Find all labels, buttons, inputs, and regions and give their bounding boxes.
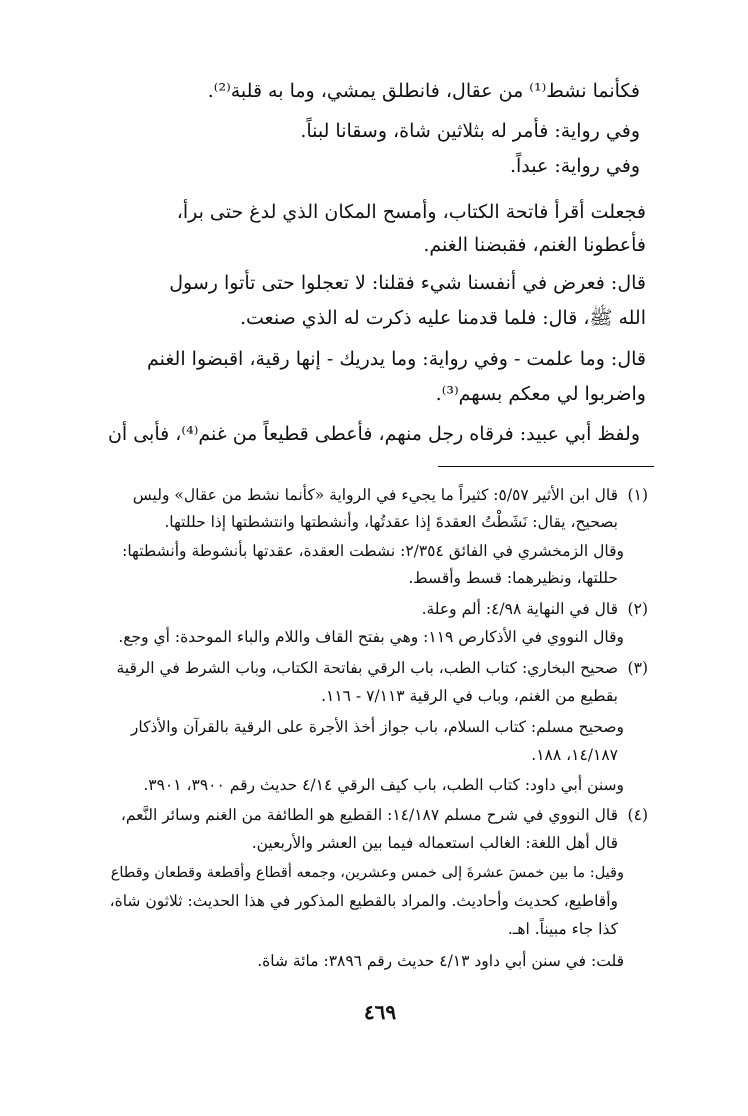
footnote-line: قال في النهاية ٤/٩٨: ألم وعلة. — [421, 600, 618, 618]
main-line: ولفظ أبي عبيد: فرقاه رجل منهم، فأعطى قطيعاً من غنم⁽⁴⁾، فأبى أن — [107, 423, 640, 445]
footnote-number: (٤) — [627, 806, 648, 824]
footnote-line: وصحيح مسلم: كتاب السلام، باب جواز أخذ الأجرة على الرقية بالقرآن والأذكار — [130, 718, 624, 736]
main-line: وفي رواية: عبداً. — [509, 155, 640, 177]
footnote-number: (١) — [627, 486, 648, 504]
footnote-line: بصحيح، يقال: نَشَطْتُ العقدةَ إذا عقدتُها، وأنشطتها وانتشطتها إذا حللتها. — [164, 513, 618, 531]
footnote-line: وقال النووي في الأذكارص ١١٩: وهي بفتح القاف واللام والباء الموحدة: أي وجع. — [118, 628, 624, 646]
footnote-line: بقطيع من الغنم، وباب في الرقية ٧/١١٣ - ١١٦. — [321, 687, 618, 705]
footnote-number: (٢) — [627, 600, 648, 618]
main-line: فكأنما نشط⁽¹⁾ من عقال، فانطلق يمشي، وما به قلبة⁽²⁾. — [207, 80, 640, 102]
main-line: الله ﷺ، قال: فلما قدمنا عليه ذكرت له الذي صنعت. — [239, 307, 646, 329]
footnote-line: وقيل: ما بين خمسَ عشرةَ إلى خمس وعشرين، وجمعه أقطاع وأقطعة وقطعان وقطاع — [110, 865, 624, 881]
footnote-line: قال النووي في شرح مسلم ١٤/١٨٧: القطيع هو الطائفة من الغنم وسائر النَّعم، — [120, 806, 618, 824]
footnote-line: قال أهل اللغة: الغالب استعماله فيما بين العشر والأربعين. — [251, 834, 618, 852]
footnote-line: حللتها، ونظيرهما: قسط وأقسط. — [408, 569, 618, 587]
footnote-line: قال ابن الأثير ٥/٥٧: كثيراً ما يجيء في الرواية «كأنما نشط من عقال» وليس — [132, 486, 618, 504]
footnote-line: كذا جاء مبيناً. اهـ. — [507, 920, 618, 938]
footnote-line: صحيح البخاري: كتاب الطب، باب الرقي بفاتحة الكتاب، وباب الشرط في الرقية — [116, 659, 618, 677]
footnote-separator — [438, 466, 654, 467]
footnote-line: وسنن أبي داود: كتاب الطب، باب كيف الرقي ٤/١٤ حديث رقم ٣٩٠٠، ٣٩٠١. — [143, 776, 624, 794]
footnote-line: قلت: في سنن أبي داود ٤/١٣ حديث رقم ٣٨٩٦: مائة شاة. — [257, 952, 624, 970]
footnote-line: وأقاطيع، كحديث وأحاديث. والمراد بالقطيع المذكور في هذا الحديث: ثلاثون شاة، — [109, 892, 618, 910]
main-line: فأعطونا الغنم، فقبضنا الغنم. — [423, 234, 646, 256]
main-line: قال: وما علمت - وفي رواية: وما يدريك - إنها رقية، اقبضوا الغنم — [147, 348, 646, 370]
footnote-line: وقال الزمخشري في الفائق ٢/٣٥٤: نشطت العقدة، عقدتها بأنشوطة وأنشطتها: — [122, 542, 624, 560]
page-number: ٤٦٩ — [363, 1000, 397, 1024]
main-line: وفي رواية: فأمر له بثلاثين شاة، وسقانا لبناً. — [300, 120, 640, 142]
main-line: فجعلت أقرأ فاتحة الكتاب، وأمسح المكان الذي لدغ حتى برأ، — [176, 201, 646, 223]
footnote-number: (٣) — [627, 659, 648, 677]
footnote-line: ١٤/١٨٧، ١٨٨. — [531, 746, 618, 764]
main-line: واضربوا لي معكم بسهم⁽³⁾. — [435, 383, 646, 405]
main-line: قال: فعرض في أنفسنا شيء فقلنا: لا تعجلوا حتى تأتوا رسول — [169, 272, 646, 294]
